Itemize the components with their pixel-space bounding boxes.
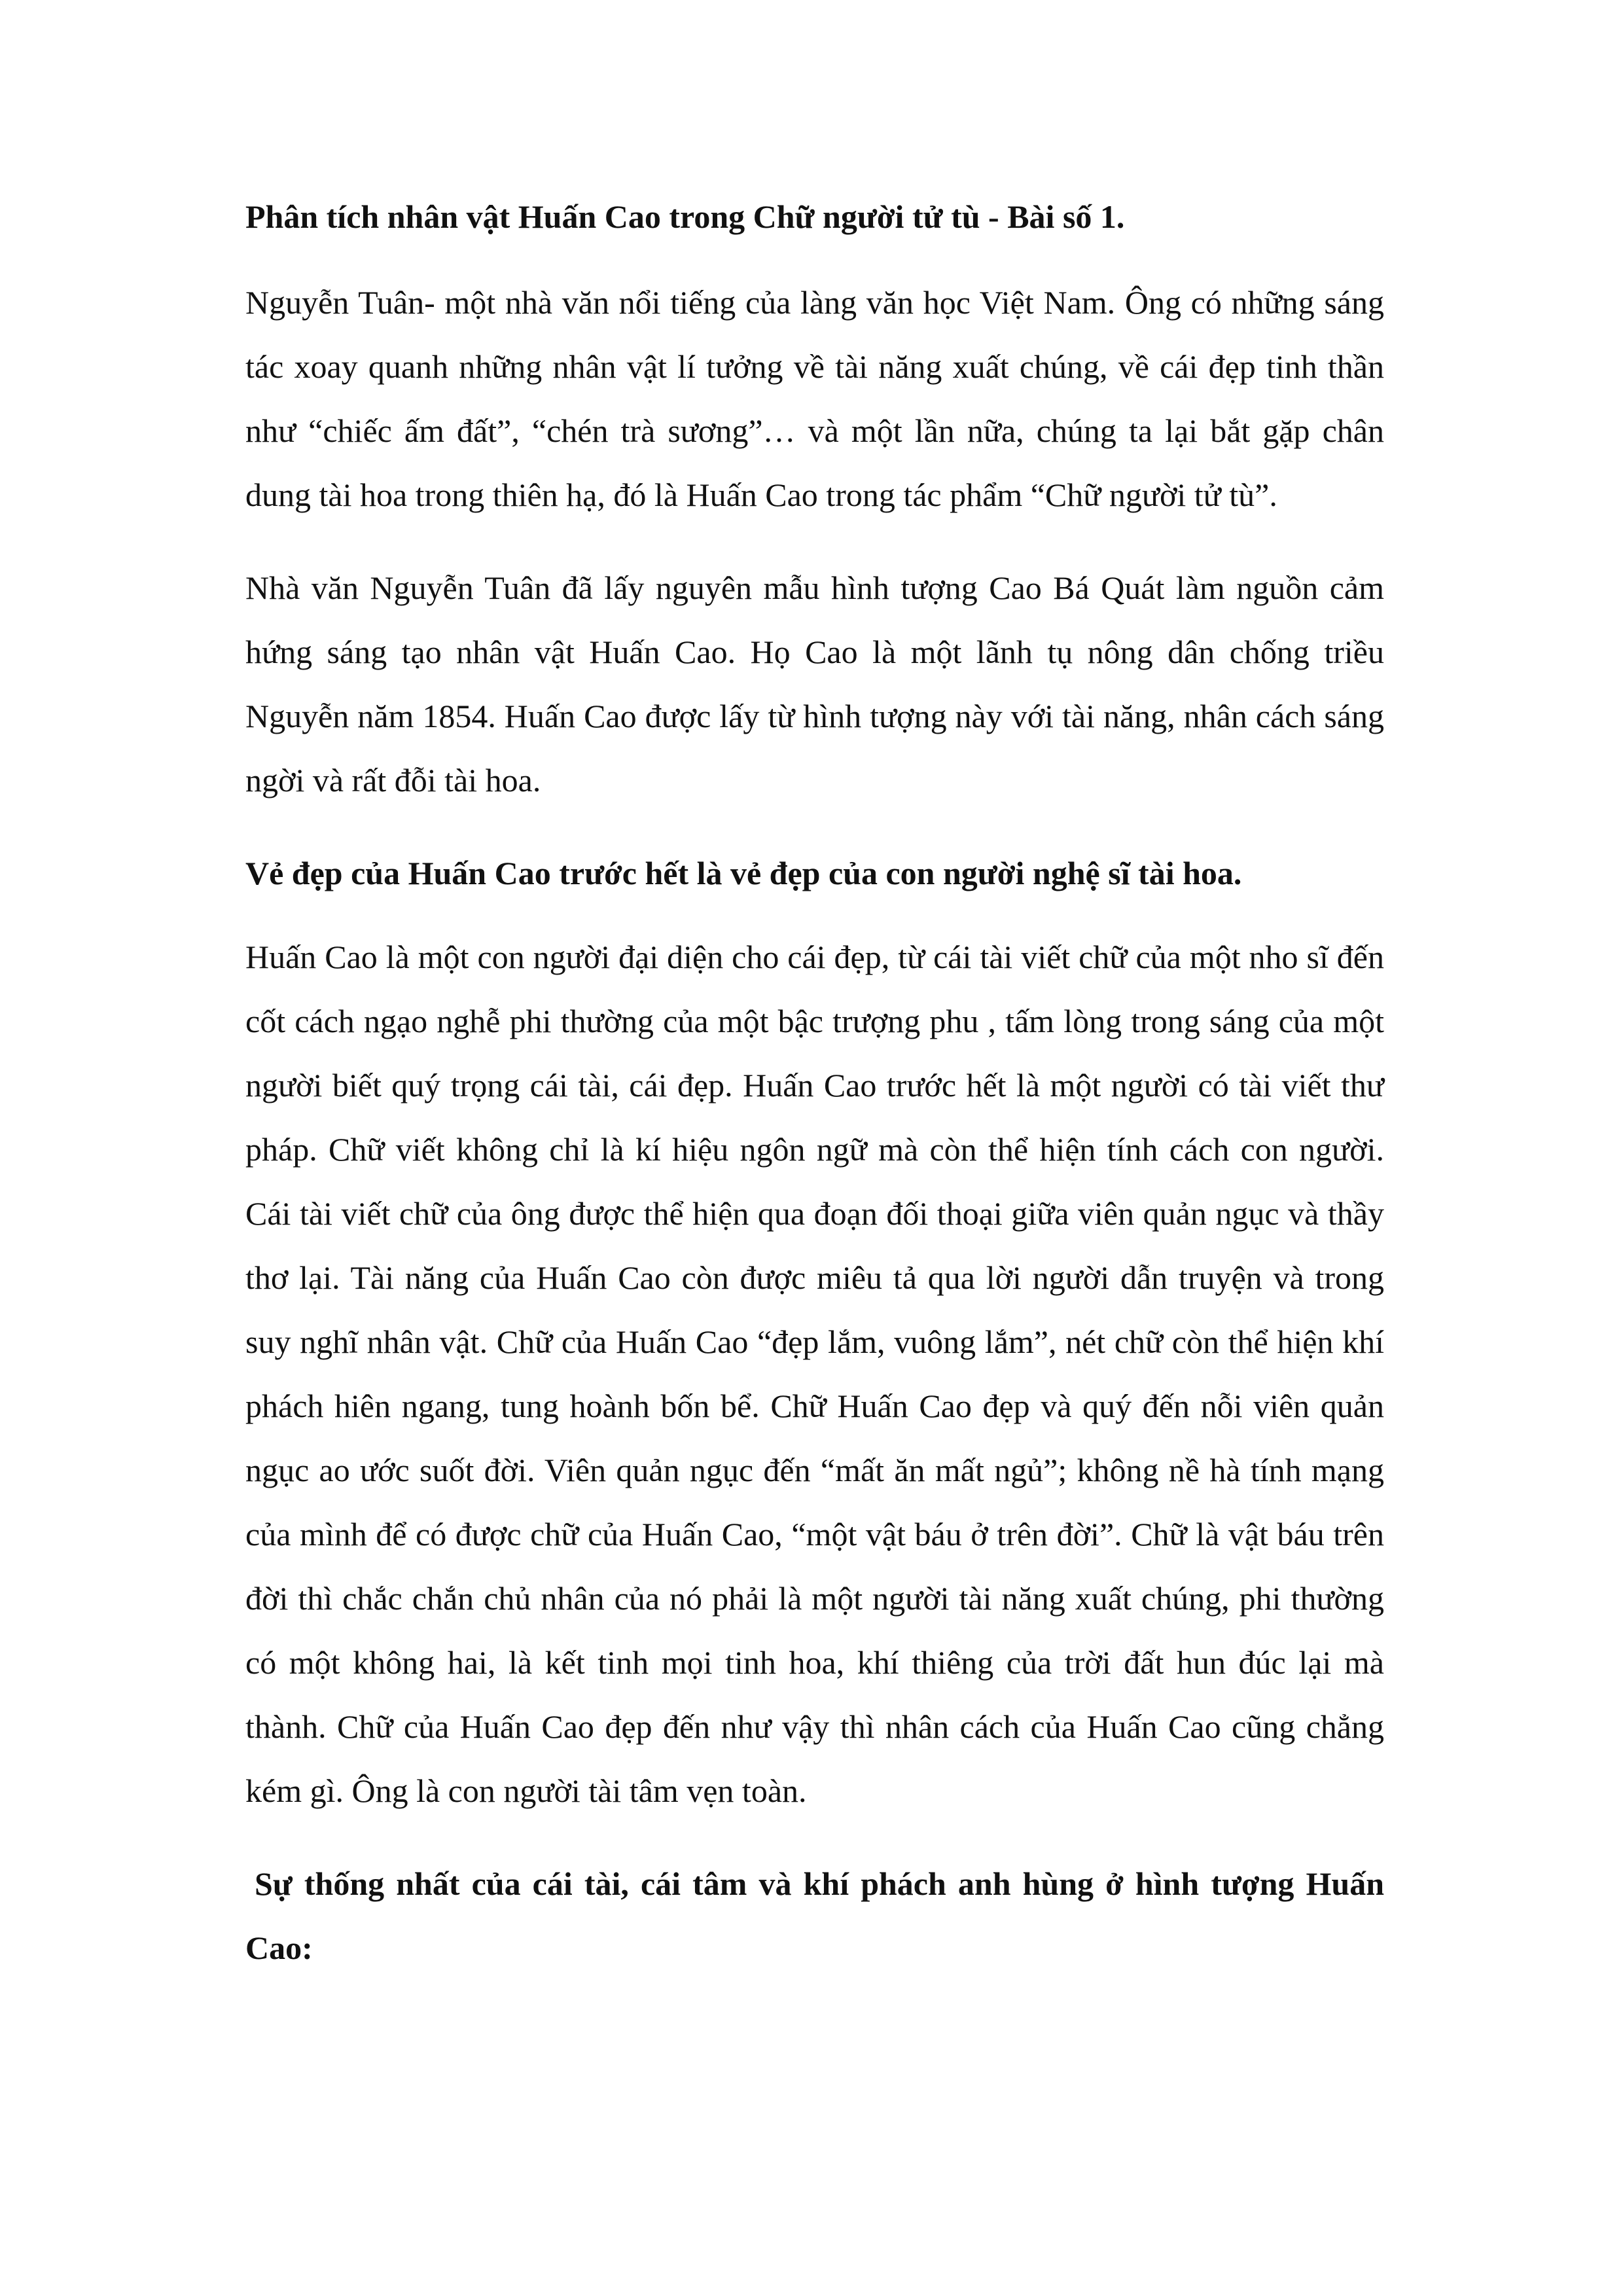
section-heading-talent: Vẻ đẹp của Huấn Cao trước hết là vẻ đẹp của con người nghệ sĩ tài hoa. bbox=[245, 855, 1242, 891]
document-title: Phân tích nhân vật Huấn Cao trong Chữ người tử tù - Bài số 1. bbox=[245, 198, 1125, 235]
paragraph-intro: Nguyễn Tuân- một nhà văn nổi tiếng của làng văn học Việt Nam. Ông có những sáng tác xoay quanh những nhân vật lí tưởng về tài năng xuất chúng, về cái đẹp tinh thần như “chiếc ấm đất”, “chén trà sương”… và một lần nữa, chúng ta lại bắt gặp chân dung tài hoa trong thiên hạ, đó là Huấn Cao trong tác phẩm “Chữ người tử tù”. bbox=[245, 284, 1384, 513]
document-body bbox=[245, 193, 1384, 2000]
section-heading-unity: Sự thống nhất của cái tài, cái tâm và khí phách anh hùng ở hình tượng Huấn Cao: bbox=[245, 1865, 1384, 1966]
paragraph-origin: Nhà văn Nguyễn Tuân đã lấy nguyên mẫu hình tượng Cao Bá Quát làm nguồn cảm hứng sáng tạo nhân vật Huấn Cao. Họ Cao là một lãnh tụ nông dân chống triều Nguyễn năm 1854. Huấn Cao được lấy từ hình tượng này với tài năng, nhân cách sáng ngời và rất đỗi tài hoa. bbox=[245, 569, 1384, 798]
paragraph-calligraphy: Huấn Cao là một con người đại diện cho cái đẹp, từ cái tài viết chữ của một nho sĩ đến cốt cách ngạo nghễ phi thường của một bậc trượng phu , tấm lòng trong sáng của một người biết quý trọng cái tài, cái đẹp. Huấn Cao trước hết là một người có tài viết thư pháp. Chữ viết không chỉ là kí hiệu ngôn ngữ mà còn thể hiện tính cách con người. Cái tài viết chữ của ông được thể hiện qua đoạn đối thoại giữa viên quản ngục và thầy thơ lại. Tài năng của Huấn Cao còn được miêu tả qua lời người dẫn truyện và trong suy nghĩ nhân vật. Chữ của Huấn Cao “đẹp lắm, vuông lắm”, nét chữ còn thể hiện khí phách hiên ngang, tung hoành bốn bể. Chữ Huấn Cao đẹp và quý đến nỗi viên quản ngục ao ước suốt đời. Viên quản ngục đến “mất ăn mất ngủ”; không nề hà tính mạng của mình để có được chữ của Huấn Cao, “một vật báu ở trên đời”. Chữ là vật báu trên đời thì chắc chắn chủ nhân của nó phải là một người tài năng xuất chúng, phi thường có một không hai, là kết tinh mọi tinh hoa, khí thiêng của trời đất hun đúc lại mà thành. Chữ của Huấn Cao đẹp đến như vậy thì nhân cách của Huấn Cao cũng chẳng kém gì. Ông là con người tài tâm vẹn toàn. bbox=[245, 939, 1384, 1809]
